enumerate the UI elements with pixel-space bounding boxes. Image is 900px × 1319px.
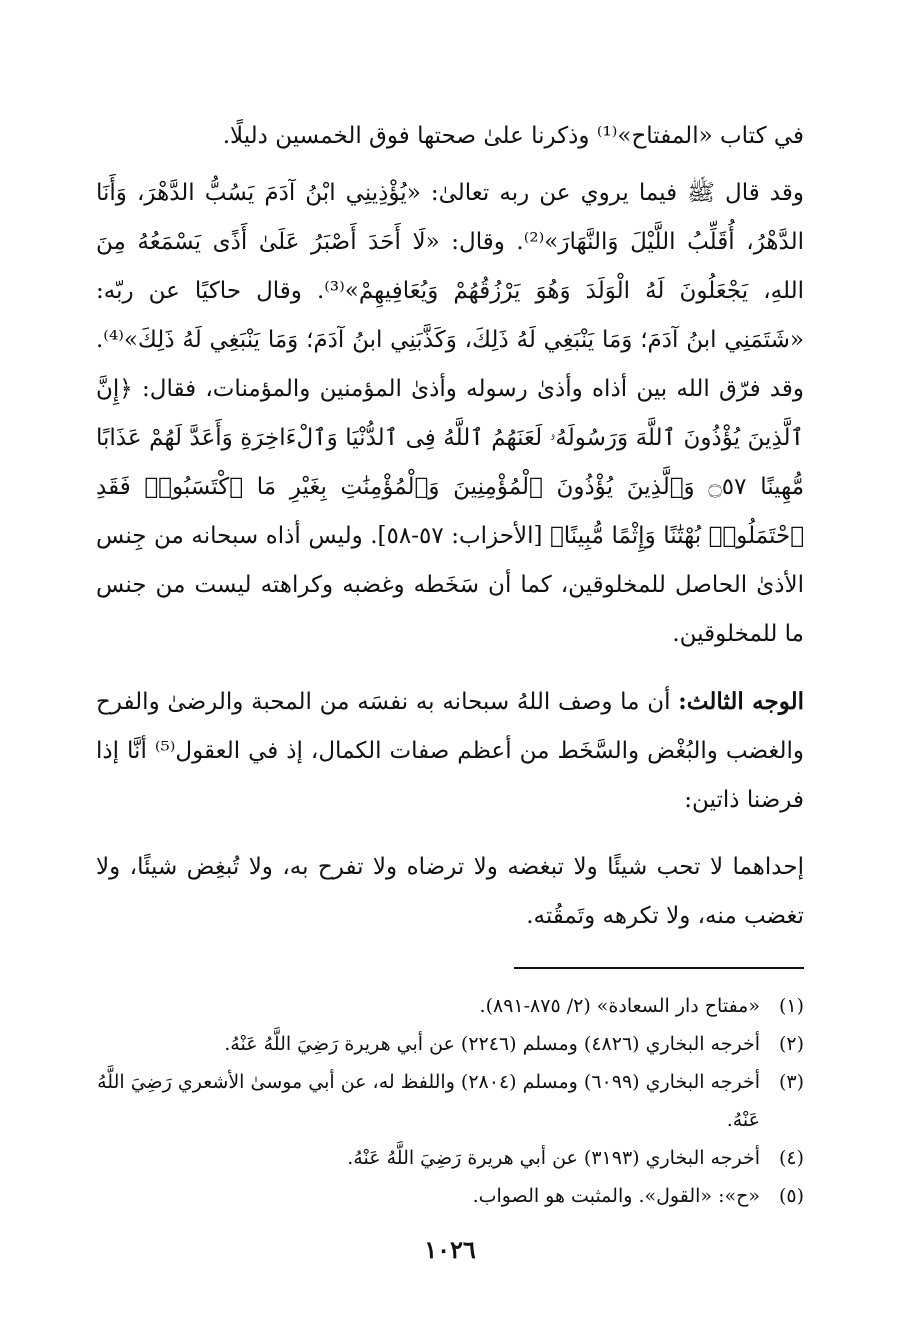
footnote-text: أخرجه البخاري (٦٠٩٩) ومسلم (٢٨٠٤) واللفظ له، عن أبي موسىٰ الأشعري رَضِيَ اللَّهُ عَنْهُ. — [97, 1071, 760, 1131]
footnote-number: (٥) — [778, 1185, 804, 1207]
footnote-1 — [96, 987, 804, 1025]
footnotes — [96, 987, 804, 1215]
paragraph-3-text: أن ما وصف اللهُ سبحانه به نفسَه من المحبة والرضىٰ والفرح والغضب والبُغْض والسَّخَط من أعظم صفات الكمال، إذ في العقول⁽⁵⁾ أنَّا إذا فرضنا ذاتين: — [96, 689, 805, 813]
paragraph-1: في كتاب «المفتاح»⁽¹⁾ وذكرنا علىٰ صحتها فوق الخمسين دليلًا. — [222, 123, 804, 149]
paragraph-2: وقد قال ﷺ فيما يروي عن ربه تعالىٰ: «يُؤْذِينِي ابْنُ آدَمَ يَسُبُّ الدَّهْرَ، وَأَنَا الدَّهْرُ، أُقَلِّبُ اللَّيْلَ وَالنَّهَارَ»⁽²⁾. وقال: «لَا أَحَدَ أَصْبَرُ عَلَىٰ أَذًى يَسْمَعُهُ مِنَ اللهِ، يَجْعَلُونَ لَهُ الْوَلَدَ وَهُوَ يَرْزُقُهُمْ وَيُعَافِيهِمْ»⁽³⁾. وقال حاكيًا عن ربّه: «شَتَمَنِي ابنُ آدَمَ؛ وَمَا يَنْبَغِي لَهُ ذَلِكَ، وَكَذَّبَنِي ابنُ آدَمَ؛ وَمَا يَنْبَغِي لَهُ ذَلِكَ»⁽⁴⁾. وقد فرّق الله بين أذاه وأذىٰ رسوله وأذىٰ المؤمنين والمؤمنات، فقال: ﴿إِنَّ ٱلَّذِينَ يُؤْذُونَ ٱللَّهَ وَرَسُولَهُۥ لَعَنَهُمُ ٱللَّهُ فِى ٱلدُّنْيَا وَٱلْءَاخِرَةِ وَأَعَدَّ لَهُمْ عَذَابًا مُّهِينًا ۝٥٧ وَٱلَّذِينَ يُؤْذُونَ ٱلْمُؤْمِنِينَ وَٱلْمُؤْمِنَٰتِ بِغَيْرِ مَا ٱكْتَسَبُوا۟ فَقَدِ ٱحْتَمَلُوا۟ بُهْتَٰنًا وَإِثْمًا مُّبِينًا﴾ [الأحزاب: ٥٧-٥٨]. وليس أذاه سبحانه من جِنس الأذىٰ الحاصل للمخلوقين، كما أن سَخَطه وغضبه وكراهته ليست من جنس ما للمخلوقين. — [96, 180, 805, 647]
footnote-4 — [96, 1139, 804, 1177]
footnote-number: (١) — [778, 995, 804, 1017]
footnote-number: (٣) — [778, 1071, 804, 1093]
footnote-text: أخرجه البخاري (٣١٩٣) عن أبي هريرة رَضِيَ اللَّهُ عَنْهُ. — [347, 1147, 760, 1169]
paragraph-3 — [96, 677, 804, 825]
footnote-2 — [96, 1025, 804, 1063]
footnote-5 — [96, 1177, 804, 1215]
footnote-divider — [514, 967, 804, 969]
footnote-text: أخرجه البخاري (٤٨٢٦) ومسلم (٢٢٤٦) عن أبي هريرة رَضِيَ اللَّهُ عَنْهُ. — [224, 1033, 760, 1055]
paragraph-4: إحداهما لا تحب شيئًا ولا تبغضه ولا ترضاه ولا تفرح به، ولا تُبغِض شيئًا، ولا تغضب منه، ولا تكرهه وتَمقُته. — [96, 854, 804, 929]
page-number: ١٠٢٦ — [424, 1235, 476, 1264]
footnote-text: «ح»: «القول». والمثبت هو الصواب. — [472, 1185, 760, 1207]
footnote-text: «مفتاح دار السعادة» (٢/ ٨٧٥-٨٩١). — [479, 995, 760, 1017]
footnote-number: (٤) — [778, 1147, 804, 1169]
footnote-3 — [96, 1063, 804, 1139]
section-heading: الوجه الثالث: — [678, 688, 805, 715]
footnote-number: (٢) — [778, 1033, 804, 1055]
